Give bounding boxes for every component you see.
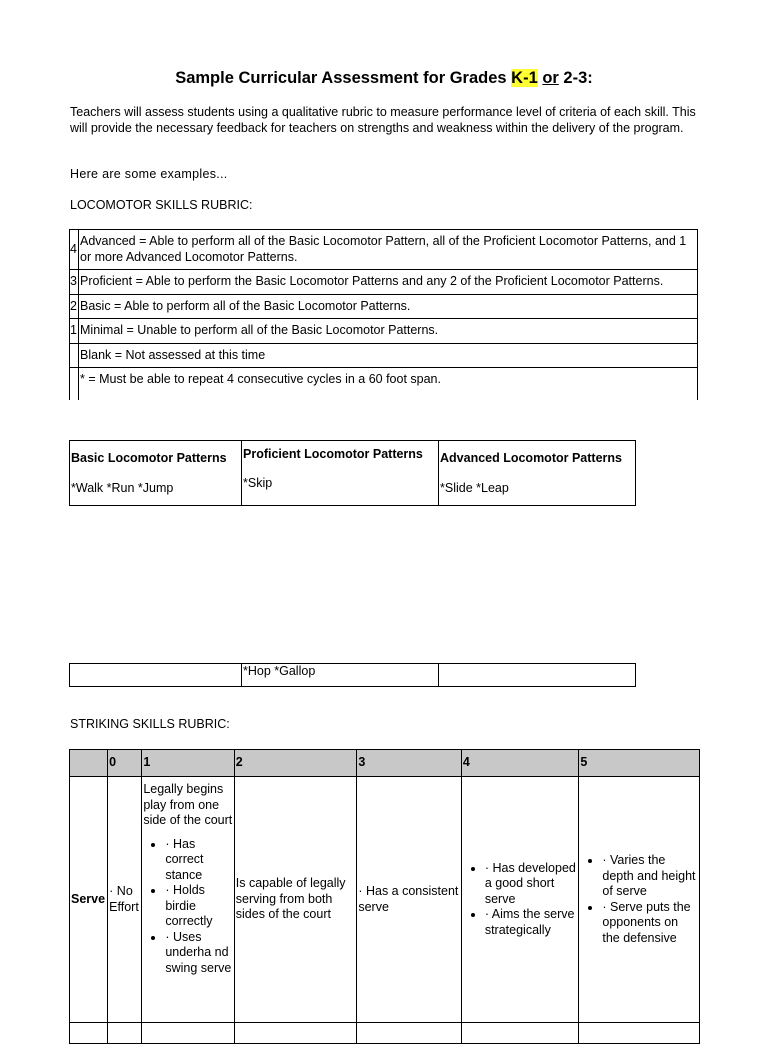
advanced-patterns-cell (439, 441, 636, 506)
patterns-table-continued (69, 663, 636, 687)
basic-patterns-cont (70, 664, 242, 687)
basic-patterns-header: Basic Locomotor Patterns (71, 451, 227, 465)
rubric-description: Minimal = Unable to perform all of the Basic Locomotor Patterns. (79, 319, 698, 344)
header-cell: 1 (142, 750, 234, 777)
serve-row (70, 777, 700, 1023)
advanced-patterns-cont (439, 664, 636, 687)
intro-paragraph: Teachers will assess students using a qualitative rubric to measure performance level of criteria of each skill. This will provide the necessary feedback for teachers on strengths and weakness within the delivery of the program. (70, 105, 696, 135)
patterns-row (70, 441, 636, 506)
header-cell: 2 (234, 750, 357, 777)
rubric-row (70, 319, 698, 344)
locomotor-heading: LOCOMOTOR SKILLS RUBRIC: (70, 198, 253, 212)
rubric-level: 2 (70, 294, 79, 319)
advanced-patterns-header: Advanced Locomotor Patterns (440, 451, 622, 465)
serve-level-1-text: Legally begins play from one side of the court (143, 782, 233, 827)
examples-line: Here are some examples... (70, 167, 228, 181)
cell (108, 1023, 142, 1044)
page-title (0, 69, 768, 88)
cell (234, 1023, 357, 1044)
rubric-level (70, 368, 79, 401)
title-or: or (542, 69, 559, 87)
title-highlight-k1: K-1 (511, 69, 538, 87)
serve-level-2: Is capable of legally serving from both sides of the court (234, 777, 357, 1023)
basic-patterns-cell (70, 441, 242, 506)
header-cell: 3 (357, 750, 461, 777)
patterns-row (70, 664, 636, 687)
list-item: • · Has developed a good short serve (485, 861, 578, 908)
cell (461, 1023, 579, 1044)
proficient-patterns-header: Proficient Locomotor Patterns (243, 447, 423, 461)
list-item: • · Uses underha nd swing serve (165, 930, 232, 977)
rubric-description: Advanced = Able to perform all of the Basic Locomotor Pattern, all of the Proficient Locomotor Patterns, and 1 or more Advanced Locomotor Patterns. (79, 230, 698, 270)
next-row-partial (70, 1023, 700, 1044)
serve-label: Serve (70, 777, 108, 1023)
header-cell: 0 (108, 750, 142, 777)
serve-level-3: · Has a consistent serve (357, 777, 461, 1023)
rubric-level: 1 (70, 319, 79, 344)
proficient-patterns-cont: *Hop *Gallop (242, 664, 439, 687)
rubric-row (70, 343, 698, 368)
rubric-level: 3 (70, 270, 79, 295)
list-item: • · Has correct stance (165, 837, 232, 884)
patterns-table (69, 440, 636, 506)
list-item: • · Holds birdie correctly (165, 883, 232, 930)
striking-rubric-table (69, 749, 700, 1044)
serve-level-4-list (463, 861, 578, 939)
rubric-level (70, 343, 79, 368)
header-cell: 5 (579, 750, 700, 777)
title-prefix: Sample Curricular Assessment for Grades (175, 69, 512, 87)
rubric-row (70, 294, 698, 319)
cell (70, 1023, 108, 1044)
serve-level-4 (461, 777, 579, 1023)
serve-level-5-list (580, 853, 698, 946)
rubric-description: Proficient = Able to perform the Basic Locomotor Patterns and any 2 of the Proficient Locomotor Patterns. (79, 270, 698, 295)
proficient-patterns-cell (242, 441, 439, 506)
title-suffix: 2-3: (558, 69, 593, 87)
rubric-row (70, 368, 698, 401)
cell (579, 1023, 700, 1044)
serve-level-1-list (143, 837, 232, 977)
advanced-patterns-value: *Slide *Leap (440, 480, 509, 495)
serve-level-0: · No Effort (108, 777, 142, 1023)
header-cell: 4 (461, 750, 579, 777)
locomotor-rubric-table (69, 229, 698, 400)
rubric-row (70, 270, 698, 295)
proficient-patterns-value: *Skip (243, 475, 273, 490)
list-item: • · Varies the depth and height of serve (602, 853, 698, 900)
rubric-description: Blank = Not assessed at this time (79, 343, 698, 368)
rubric-row (70, 230, 698, 270)
rubric-description: * = Must be able to repeat 4 consecutive cycles in a 60 foot span. (79, 368, 698, 401)
striking-heading: STRIKING SKILLS RUBRIC: (70, 717, 230, 731)
rubric-description: Basic = Able to perform all of the Basic Locomotor Patterns. (79, 294, 698, 319)
cell (142, 1023, 234, 1044)
list-item: • · Aims the serve strategically (485, 907, 578, 938)
list-item: • · Serve puts the opponents on the defensive (602, 900, 698, 947)
serve-level-1 (142, 777, 234, 1023)
basic-patterns-value: *Walk *Run *Jump (71, 480, 174, 495)
rubric-level: 4 (70, 230, 79, 270)
cell (357, 1023, 461, 1044)
serve-level-5 (579, 777, 700, 1023)
header-cell (70, 750, 108, 777)
striking-header-row (70, 750, 700, 777)
